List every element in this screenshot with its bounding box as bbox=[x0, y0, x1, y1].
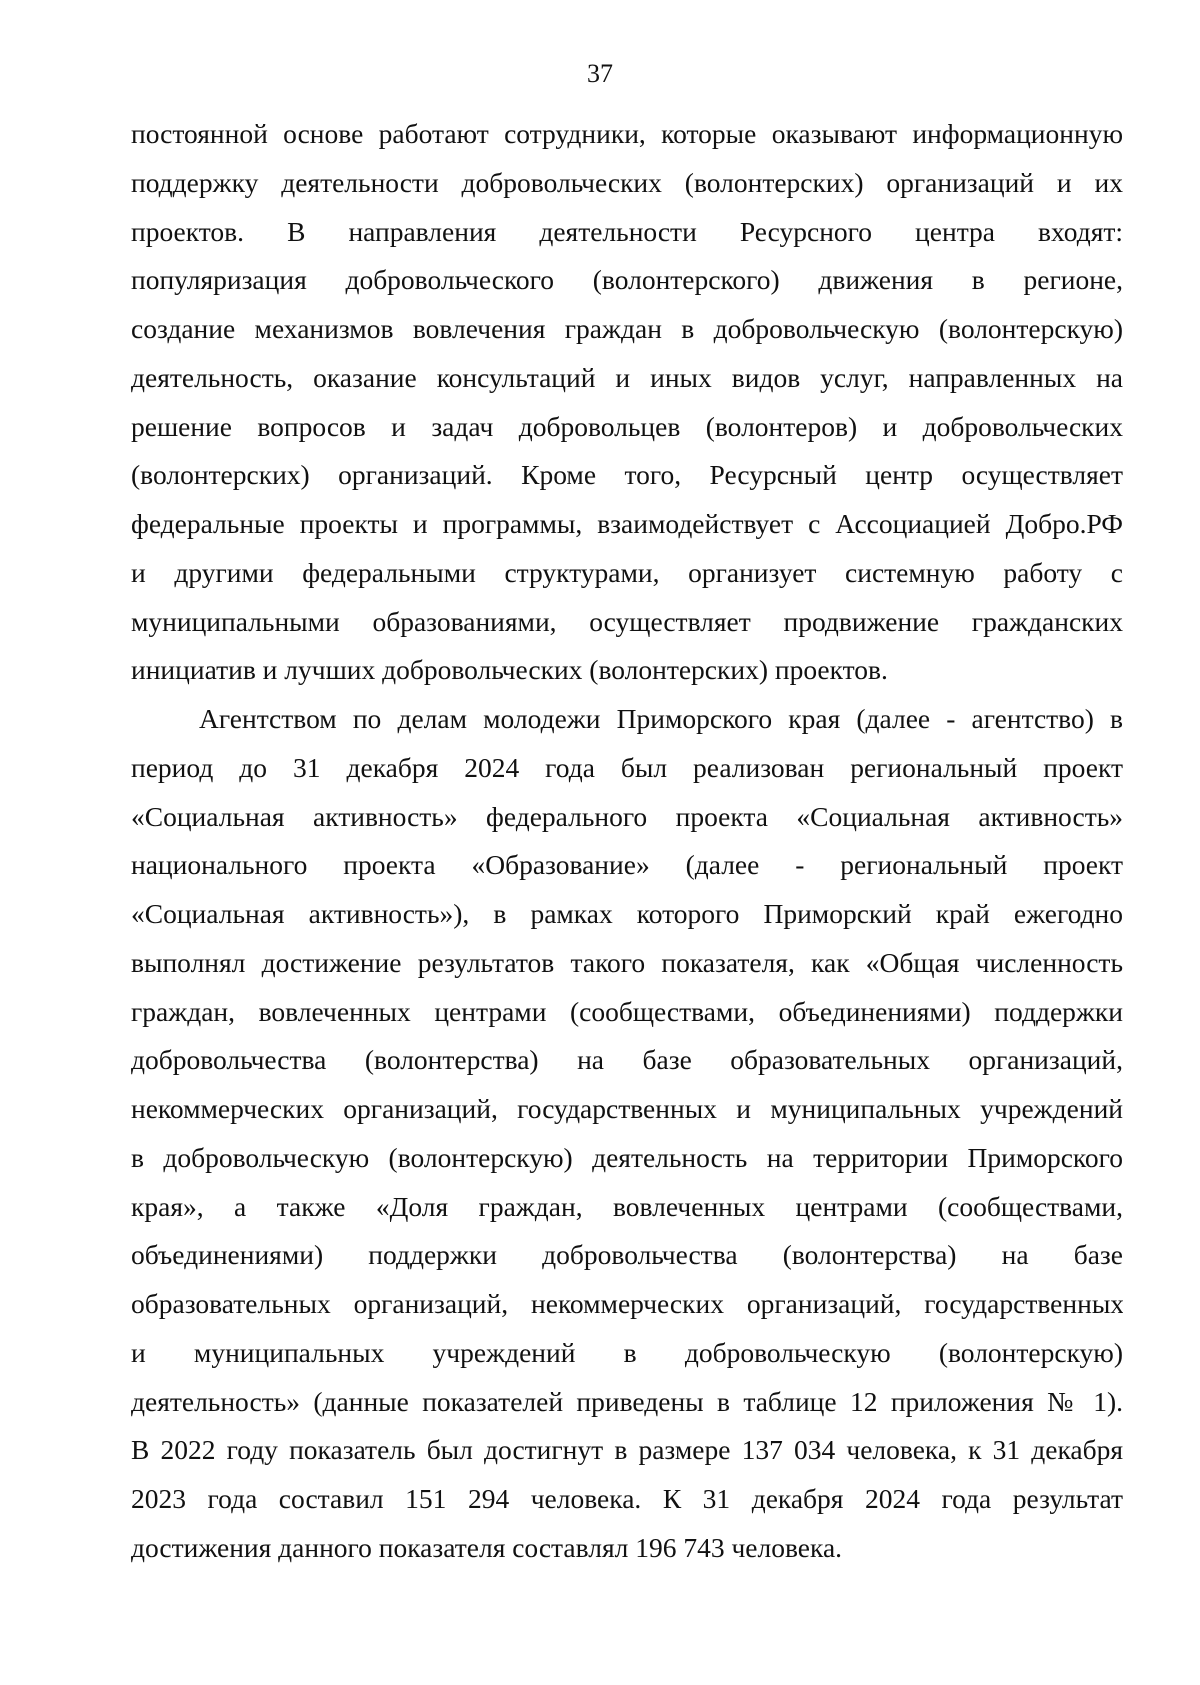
text-line: постоянной основе работают сотрудники, которые оказывают информационную bbox=[131, 118, 1123, 149]
text-line: граждан, вовлеченных центрами (сообществами, объединениями) поддержки bbox=[131, 995, 1123, 1027]
text-line: достижения данного показателя составлял 196 743 человека. bbox=[131, 1531, 843, 1563]
text-line: национального проекта «Образование» (далее - региональный проект bbox=[131, 849, 1123, 881]
text-line: образовательных организаций, некоммерческих организаций, государственных bbox=[131, 1288, 1123, 1319]
text-line: и другими федеральными структурами, организует системную работу с bbox=[131, 556, 1123, 588]
text-line: добровольчества (волонтерства) на базе образовательных организаций, bbox=[131, 1044, 1123, 1076]
text-line: инициатив и лучших добровольческих (волонтерских) проектов. bbox=[131, 654, 888, 686]
text-line: деятельность» (данные показателей приведены в таблице 12 приложения № 1). bbox=[131, 1385, 1123, 1417]
text-line: некоммерческих организаций, государственных и муниципальных учреждений bbox=[131, 1093, 1123, 1124]
text-line: поддержку деятельности добровольческих (волонтерских) организаций и их bbox=[131, 166, 1123, 198]
page-number: 37 bbox=[587, 59, 613, 88]
text-line: федеральные проекты и программы, взаимодействует с Ассоциацией Добро.РФ bbox=[131, 508, 1123, 539]
document-body bbox=[131, 110, 1123, 1573]
text-line: объединениями) поддержки добровольчества (волонтерства) на базе bbox=[131, 1239, 1123, 1271]
text-line: «Социальная активность»), в рамках которого Приморский край ежегодно bbox=[131, 898, 1123, 929]
text-line: деятельность, оказание консультаций и иных видов услуг, направленных на bbox=[131, 361, 1123, 393]
text-line: создание механизмов вовлечения граждан в добровольческую (волонтерскую) bbox=[131, 313, 1123, 344]
text-line: выполнял достижение результатов такого показателя, как «Общая численность bbox=[131, 946, 1123, 978]
text-line: края», а также «Доля граждан, вовлеченных центрами (сообществами, bbox=[131, 1190, 1123, 1222]
text-line: период до 31 декабря 2024 года был реализован региональный проект bbox=[131, 751, 1123, 783]
text-line: муниципальными образованиями, осуществляет продвижение гражданских bbox=[131, 605, 1123, 637]
text-line: в добровольческую (волонтерскую) деятельность на территории Приморского bbox=[131, 1141, 1123, 1173]
text-line: В 2022 году показатель был достигнут в размере 137 034 человека, к 31 декабря bbox=[131, 1434, 1123, 1466]
text-line: Агентством по делам молодежи Приморского края (далее - агентство) в bbox=[199, 703, 1123, 734]
text-line: «Социальная активность» федерального проекта «Социальная активность» bbox=[131, 800, 1123, 832]
text-line: 2023 года составил 151 294 человека. К 31 декабря 2024 года результат bbox=[131, 1483, 1123, 1514]
paragraph bbox=[131, 110, 1123, 695]
text-line: решение вопросов и задач добровольцев (волонтеров) и добровольческих bbox=[131, 410, 1123, 442]
text-line: популяризация добровольческого (волонтерского) движения в регионе, bbox=[131, 264, 1123, 296]
text-line: проектов. В направления деятельности Ресурсного центра входят: bbox=[131, 215, 1123, 247]
text-line: и муниципальных учреждений в добровольческую (волонтерскую) bbox=[131, 1336, 1123, 1368]
text-line: (волонтерских) организаций. Кроме того, Ресурсный центр осуществляет bbox=[131, 459, 1123, 491]
paragraph bbox=[131, 695, 1123, 1573]
